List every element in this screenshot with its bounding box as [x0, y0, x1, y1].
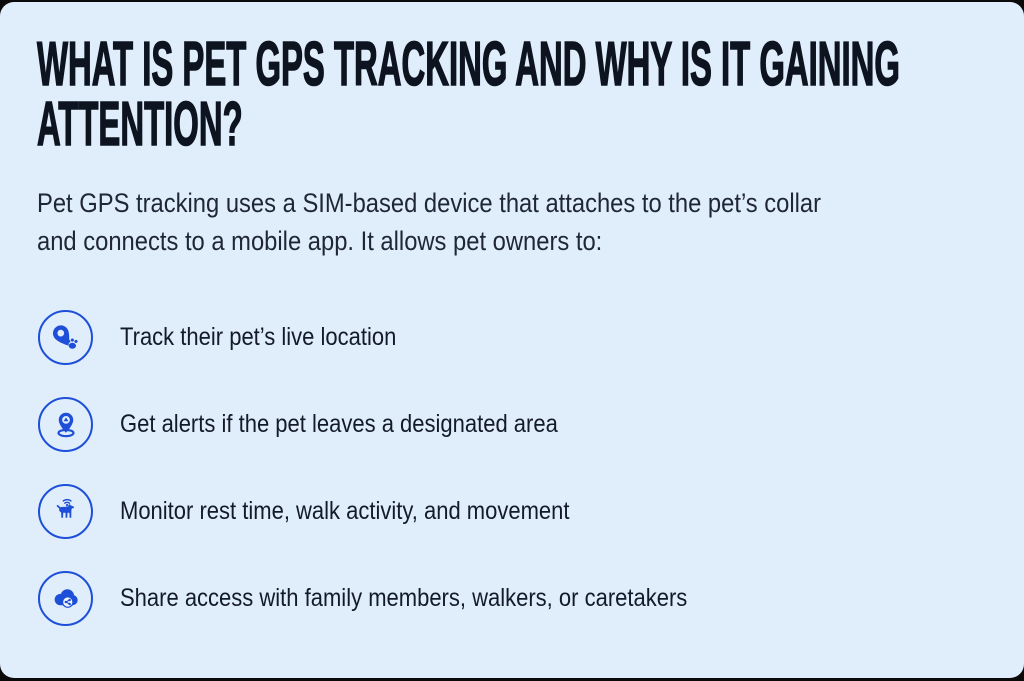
dog-activity-icon — [38, 484, 93, 539]
feature-label: Track their pet’s live location — [120, 323, 397, 351]
feature-list — [38, 310, 765, 658]
cloud-share-icon — [38, 571, 93, 626]
list-item — [38, 571, 765, 626]
intro-line-1: Pet GPS tracking uses a SIM-based device that attaches to the pet’s collar — [37, 188, 822, 218]
geofence-pin-icon — [38, 397, 93, 452]
list-item — [38, 310, 765, 365]
content-card — [0, 2, 1024, 678]
page-title-line-1: WHAT IS PET GPS TRACKING AND WHY IS IT GAINING — [37, 30, 900, 99]
list-item — [38, 484, 765, 539]
location-pin-paw-icon — [38, 310, 93, 365]
intro-line-2: and connects to a mobile app. It allows pet owners to: — [37, 226, 603, 256]
intro-paragraph — [37, 184, 928, 260]
feature-label: Share access with family members, walkers, or caretakers — [120, 584, 688, 612]
list-item — [38, 397, 765, 452]
page-title-line-2: ATTENTION? — [37, 90, 243, 159]
feature-label: Monitor rest time, walk activity, and movement — [120, 497, 570, 525]
feature-label: Get alerts if the pet leaves a designated area — [120, 410, 558, 438]
page-title — [37, 30, 1024, 159]
